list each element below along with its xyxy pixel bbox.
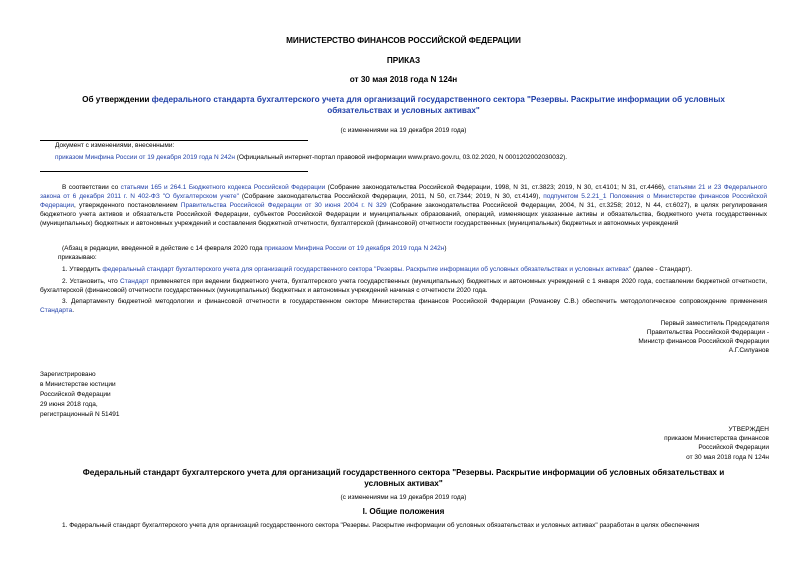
item-2-text: 2. Установить, что (62, 278, 121, 285)
item-2-link[interactable]: Стандарт (120, 278, 149, 285)
order-title-link[interactable]: федерального стандарта бухгалтерского учета для организаций государственного сектора "Резервы. Раскрытие информации об условных обязательствах и условных активах" (151, 95, 725, 115)
intro-paragraph (40, 184, 767, 229)
registration-date: 29 июня 2018 года, (40, 401, 98, 409)
approved-line-2: приказом Министерства финансов (664, 435, 769, 443)
divider-bottom (40, 171, 308, 172)
signature-line-2: Правительства Российской Федерации - (646, 328, 769, 336)
intro-text-3: (Собрание законодательства Российской Федерации, 2011, N 50, ст.7344; 2019, N 30, ст.4149), (238, 192, 544, 200)
standard-paragraph-1: 1. Федеральный стандарт бухгалтерского учета для организаций государственного сектора "Резервы. Раскрытие информации об условных обязательствах и условных активах" разработан в целях обеспечения (62, 522, 700, 529)
item-3 (40, 298, 767, 316)
section-heading: I. Общие положения (362, 507, 445, 516)
registration-line-3: Российской Федерации (40, 391, 111, 399)
registration-number: регистрационный N 51491 (40, 411, 120, 419)
order-title-prefix: Об утверждении (82, 95, 152, 104)
standard-title: Федеральный стандарт бухгалтерского учета для организаций государственного сектора "Резервы. Раскрытие информации об условных обязательствах и условных активах" (82, 468, 725, 488)
intro-link-accounting-law[interactable]: статьями 21 и 23 Федерального закона от 6 декабря 2011 г. N 402-ФЗ "О бухгалтерском учете" (40, 184, 767, 200)
registration-line-1: Зарегистрировано (40, 371, 96, 378)
approved-line-4: от 30 мая 2018 года N 124н (686, 453, 769, 461)
approved-line-1: УТВЕРЖДЕН (728, 426, 769, 433)
signature-name: А.Г.Силуанов (728, 346, 769, 354)
signature-block (509, 320, 769, 356)
approved-block (529, 425, 769, 462)
intro-text-5: (Собрание законодательства Российской Федерации, 2004, N 31, ст.3258; 2012, N 44, ст.6027), в целях регулирования бюджетного учета активов и обязательств Российской Федерации, субъектов Российской Федерации и муниципальных образований, операций, изменяющих указанные активы и обязательства, бюджетного учета государственных (муниципальных) бюджетных и автономных учреждений и составления бюджетной отчетности, бухгалтерской (финансовой) отчетности государственных (муниципальных) бюджетных и автономных учреждений (40, 201, 768, 227)
item-1-link[interactable]: федеральный стандарт бухгалтерского учета для организаций государственного сектора "Резервы. Раскрытие информации об условных обязательствах и условных активах" (102, 266, 632, 273)
ministry-heading: МИНИСТЕРСТВО ФИНАНСОВ РОССИЙСКОЙ ФЕДЕРАЦИИ (286, 36, 521, 45)
order-date-number: от 30 мая 2018 года N 124н (349, 75, 458, 84)
changes-link[interactable]: приказом Минфина России от 19 декабря 2019 года N 242н (55, 154, 235, 161)
item-2 (40, 278, 767, 296)
registration-line-2: в Министерстве юстиции (40, 381, 116, 389)
signature-line-1: Первый заместитель Председателя (660, 320, 769, 327)
divider-top (40, 140, 308, 141)
item-1-text-end: (далее - Стандарт). (631, 266, 693, 273)
changes-rest: (Официальный интернет-портал правовой информации www.pravo.gov.ru, 03.02.2020, N 0001202002030032). (234, 154, 568, 161)
intro-link-regulation[interactable]: подпунктом 5.2.21_1 Положения о Министерстве финансов Российской Федерации (40, 192, 767, 209)
item-3-text: 3. Департаменту бюджетной методологии и финансовой отчетности в государственном секторе Министерства финансов Российской Федерации (Романову С.В.) обеспечить методологическое сопровождение применения (62, 298, 767, 305)
item-1 (40, 266, 767, 275)
abzac-link[interactable]: приказом Минфина России от 19 декабря 2019 года N 242н (264, 245, 445, 252)
abzac-note (62, 245, 762, 254)
doc-type-heading: ПРИКАЗ (386, 56, 421, 65)
standard-amend-note: (с изменениями на 19 декабря 2019 года) (340, 494, 467, 501)
item-3-link[interactable]: Стандарта (40, 306, 73, 314)
item-3-text-end: . (72, 306, 75, 314)
abzac-text-2: ) (444, 245, 447, 252)
signature-line-3: Министр финансов Российской Федерации (638, 337, 769, 345)
changes-line (55, 154, 775, 163)
registration-block (40, 370, 240, 420)
order-word: приказываю: (58, 254, 97, 261)
intro-link-government-decree[interactable]: Правительства Российской Федерации от 30 июня 2004 г. N 329 (180, 201, 387, 209)
abzac-text-1: (Абзац в редакции, введенной в действие с 14 февраля 2020 года (62, 245, 265, 252)
intro-link-budget-code[interactable]: статьями 165 и 264.1 Бюджетного кодекса Российской Федерации (120, 184, 326, 191)
intro-text-2: (Собрание законодательства Российской Федерации, 1998, N 31, ст.3823; 2019, N 30, ст.4101; N 31, ст.4466), (325, 184, 669, 191)
intro-text-1: В соответствии со (62, 184, 121, 191)
changes-label: Документ с изменениями, внесенными: (55, 142, 175, 149)
item-1-text: 1. Утвердить (62, 266, 103, 273)
amend-note: (с изменениями на 19 декабря 2019 года) (340, 127, 467, 134)
order-title (60, 95, 747, 116)
item-2-text-end: применяется при ведении бюджетного учета, бухгалтерского учета государственных (муниципальных) бюджетных и автономных учреждений с 1 января 2020 года, составлении бюджетной отчетности, бухгалтерской (финансовой) отчетности государственных (муниципальных) бюджетных и автономных учреждений начиная с отчетности 2020 года. (40, 278, 767, 294)
intro-text-4: , утвержденного постановлением (74, 201, 181, 209)
approved-line-3: Российской Федерации (698, 444, 769, 452)
